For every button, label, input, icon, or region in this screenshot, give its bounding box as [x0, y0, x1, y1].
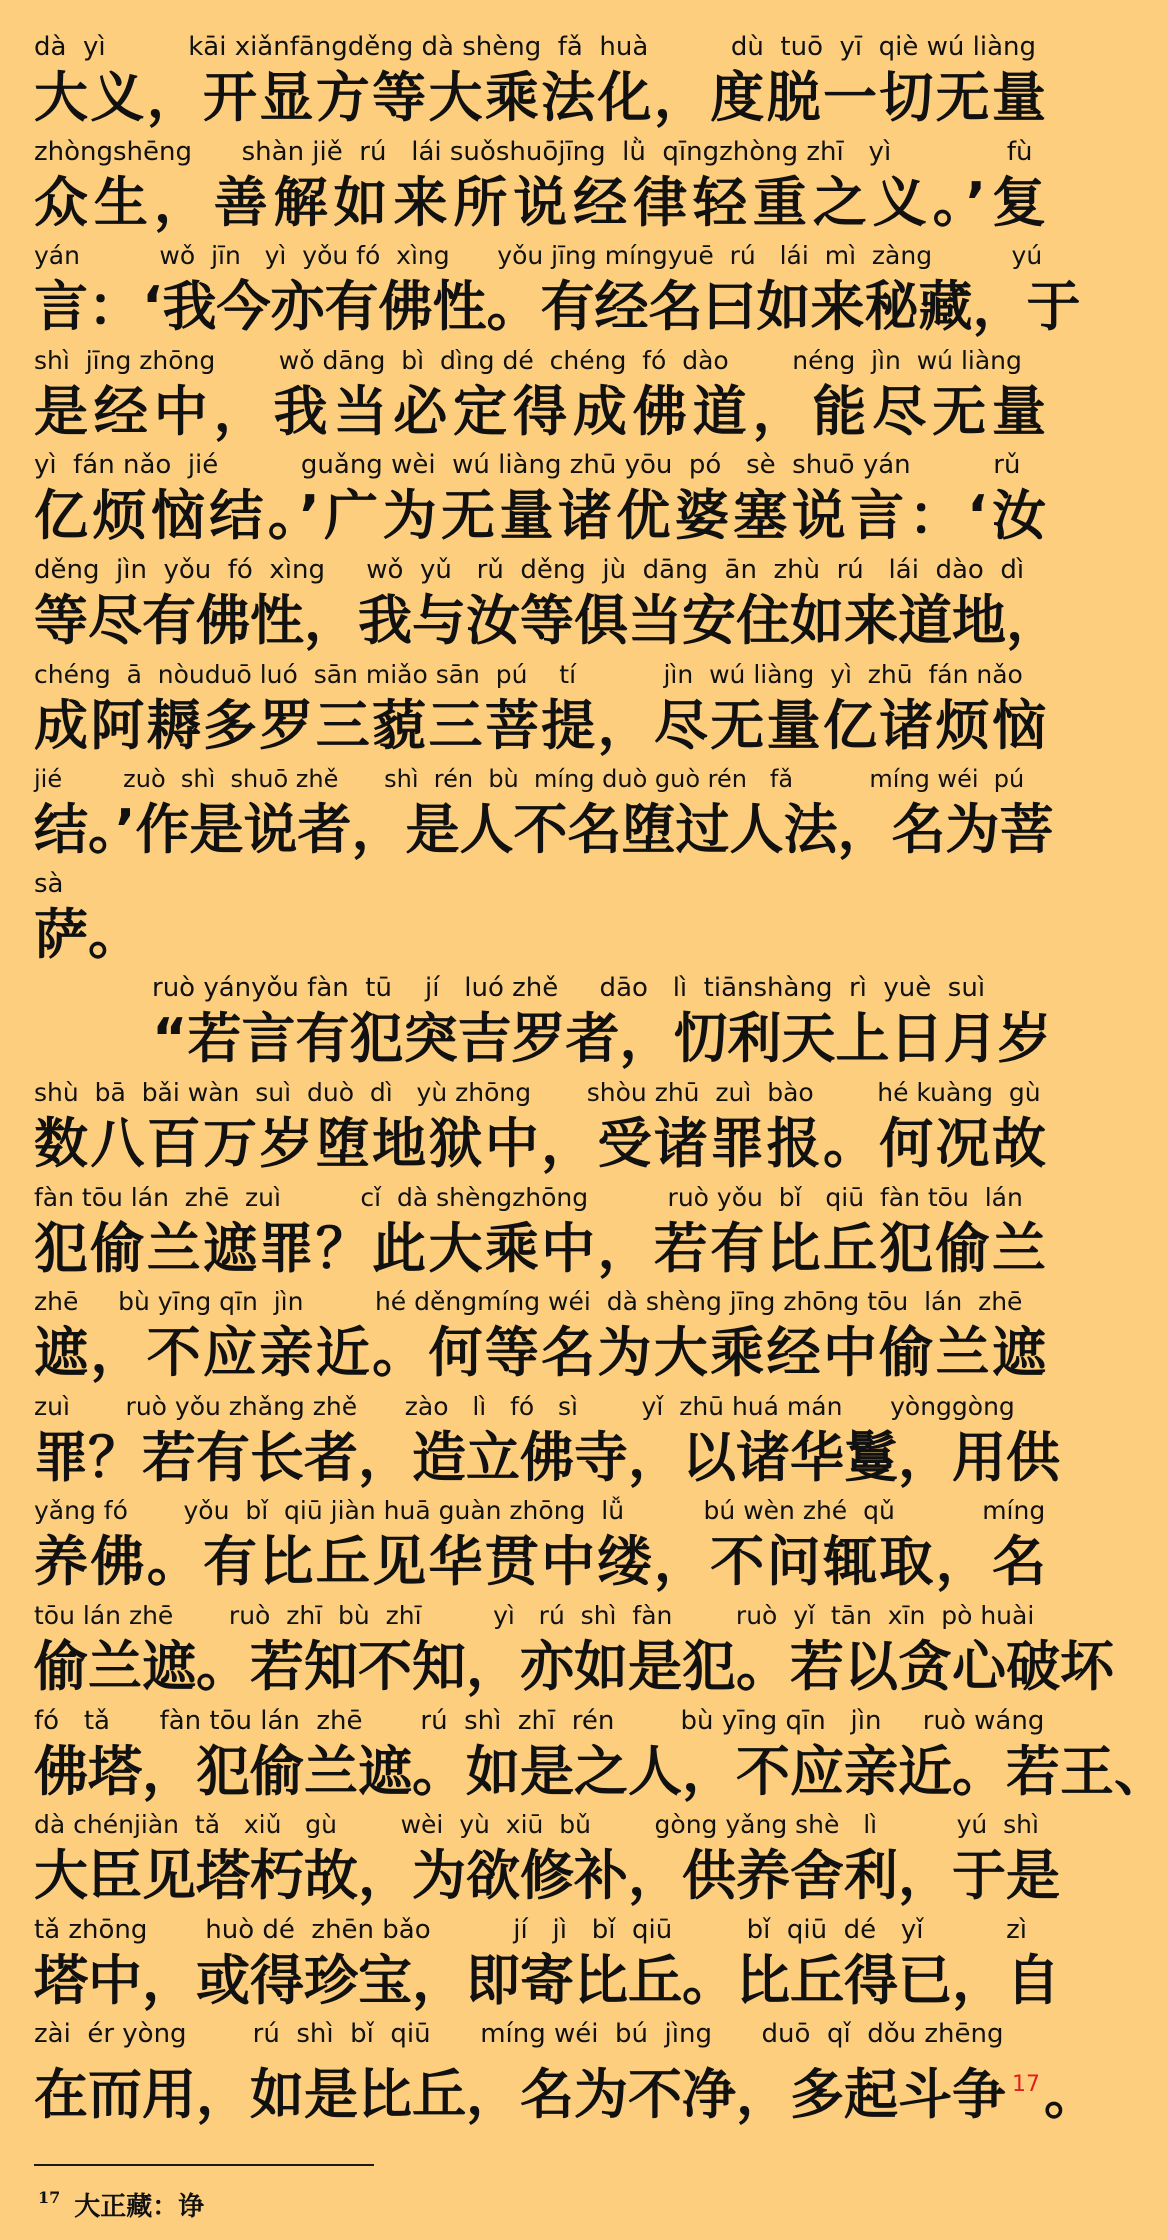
text-line: [34, 867, 1046, 967]
text-line: [34, 1599, 1114, 1699]
hanzi-text: “若言有犯突吉罗者，忉利天上日月岁: [152, 1007, 1052, 1071]
pinyin-annotation: shù bā bǎi wàn suì duò dì yù zhōng shòu zhū zuì bào hé kuàng gù: [34, 1078, 1041, 1107]
pinyin-annotation: yán wǒ jīn yì yǒu fó xìng yǒu jīng míngyuē rú lái mì zàng yú: [34, 241, 1043, 271]
pinyin-annotation: sà: [34, 868, 64, 899]
hanzi-text: 塔中，或得珍宝，即寄比丘。比丘得已，自: [34, 1948, 1060, 2012]
pinyin-annotation: fàn tōu lán zhē zuì cǐ dà shèngzhōng ruò yǒu bǐ qiū fàn tōu lán: [34, 1182, 1023, 1212]
hanzi-text: 罪？若有长者，造立佛寺，以诸华鬘，用供: [34, 1425, 1060, 1489]
pinyin-annotation: tǎ zhōng huò dé zhēn bǎo jí jì bǐ qiū bǐ qiū dé yǐ zì: [34, 1914, 1028, 1945]
hanzi-text: 结。’作是说者，是人不名堕过人法，名为菩: [34, 798, 1054, 862]
footnote-reference: 17: [1012, 2072, 1040, 2098]
pinyin-annotation: zhòngshēng shàn jiě rú lái suǒshuōjīng lǜ qīngzhòng zhī yì fù: [34, 136, 1033, 167]
text-line: [34, 1704, 1168, 1804]
text-line: [34, 1285, 1046, 1385]
pinyin-annotation: zuì ruò yǒu zhǎng zhě zào lì fó sì yǐ zhū huá mán yònggòng: [34, 1391, 1015, 1421]
pinyin-annotation: jié zuò shì shuō zhě shì rén bù míng duò guò rén fǎ míng wéi pú: [34, 765, 1025, 794]
text-line: [34, 1390, 1060, 1490]
text-line: [34, 2017, 1098, 2127]
footnote-number: 17: [38, 2188, 61, 2207]
hanzi-text-main: 在而用，如是比丘，名为不净，多起斗争: [34, 2063, 1006, 2127]
hanzi-text: 偷兰遮。若知不知，亦如是犯。若以贪心破坏: [34, 1635, 1114, 1698]
pinyin-annotation: chéng ā nòuduō luó sān miǎo sān pú tí jìn wú liàng yì zhū fán nǎo: [34, 659, 1023, 689]
text-line: [34, 1076, 1046, 1176]
hanzi-text: 遮，不应亲近。何等名为大乘经中偷兰遮: [34, 1321, 1046, 1385]
pinyin-annotation: dà yì kāi xiǎnfāngděng dà shèng fǎ huà dù tuō yī qiè wú liàng: [34, 32, 1037, 62]
footnote-text: 大正藏：诤: [74, 2192, 205, 2222]
hanzi-text: 亿烦恼结。’广为无量诸优婆塞说言：‘汝: [34, 484, 1046, 548]
hanzi-text: 大义，开显方等大乘法化，度脱一切无量: [34, 66, 1046, 129]
hanzi-text: 众生，善解如来所说经律轻重之义。’复: [34, 170, 1046, 234]
pinyin-annotation: děng jìn yǒu fó xìng wǒ yǔ rǔ děng jù dāng ān zhù rú lái dào dì: [34, 555, 1025, 585]
pinyin-annotation: tōu lán zhē ruò zhī bù zhī yì rú shì fàn ruò yǐ tān xīn pò huài: [34, 1601, 1035, 1630]
pinyin-annotation: yì fán nǎo jié guǎng wèi wú liàng zhū yōu pó sè shuō yán rǔ: [34, 450, 1021, 481]
text-line: [34, 30, 1046, 130]
text-line: [34, 448, 1046, 548]
hanzi-text: 佛塔，犯偷兰遮。如是之人，不应亲近。若王、: [34, 1739, 1168, 1803]
hanzi-text: 成阿耨多罗三藐三菩提，尽无量亿诸烦恼: [34, 693, 1046, 757]
hanzi-text-end: 。: [1044, 2063, 1098, 2127]
text-line: [34, 1913, 1060, 2013]
pinyin-annotation: fó tǎ fàn tōu lán zhē rú shì zhī rén bù yīng qīn jìn ruò wáng: [34, 1705, 1045, 1736]
hanzi-text: [34, 2053, 1098, 2127]
text-line: [34, 344, 1046, 444]
pinyin-annotation: shì jīng zhōng wǒ dāng bì dìng dé chéng fó dào néng jìn wú liàng: [34, 345, 1022, 375]
text-line: [34, 1808, 1060, 1908]
text-line: [34, 762, 1054, 862]
text-line: [34, 1181, 1046, 1281]
text-line: [34, 553, 1060, 653]
hanzi-text: 是经中，我当必定得成佛道，能尽无量: [34, 379, 1046, 443]
text-line: [34, 135, 1046, 235]
pinyin-annotation: yǎng fó yǒu bǐ qiū jiàn huā guàn zhōng lǚ bú wèn zhé qǔ míng: [34, 1496, 1046, 1526]
pinyin-annotation: zhē bù yīng qīn jìn hé děngmíng wéi dà shèng jīng zhōng tōu lán zhē: [34, 1287, 1023, 1317]
hanzi-text: 数八百万岁堕地狱中，受诸罪报。何况故: [34, 1112, 1046, 1175]
text-line: [34, 658, 1046, 758]
text-line: [34, 239, 1081, 339]
hanzi-text: 养佛。有比丘见华贯中缕，不问辄取，名: [34, 1530, 1046, 1594]
text-line: [34, 971, 1052, 1071]
pinyin-annotation: dà chénjiàn tǎ xiǔ gù wèi yù xiū bǔ gòng yǎng shè lì yú shì: [34, 1810, 1039, 1840]
hanzi-text: 等尽有佛性，我与汝等俱当安住如来道地，: [34, 589, 1060, 652]
text-line: [34, 1494, 1046, 1594]
hanzi-text: 言：‘我今亦有佛性。有经名曰如来秘藏，于: [34, 275, 1081, 339]
pinyin-annotation: ruò yányǒu fàn tū jí luó zhě dāo lì tiānshàng rì yuè suì: [152, 973, 986, 1004]
footnote: [38, 2178, 205, 2222]
footnote-divider: [34, 2164, 374, 2166]
hanzi-text: 萨。: [34, 902, 142, 966]
hanzi-text: 大臣见塔朽故，为欲修补，供养舍利，于是: [34, 1844, 1060, 1908]
hanzi-text: 犯偷兰遮罪？此大乘中，若有比丘犯偷兰: [34, 1216, 1046, 1280]
pinyin-annotation: zài ér yòng rú shì bǐ qiū míng wéi bú jìng duō qǐ dǒu zhēng: [34, 2019, 1004, 2050]
